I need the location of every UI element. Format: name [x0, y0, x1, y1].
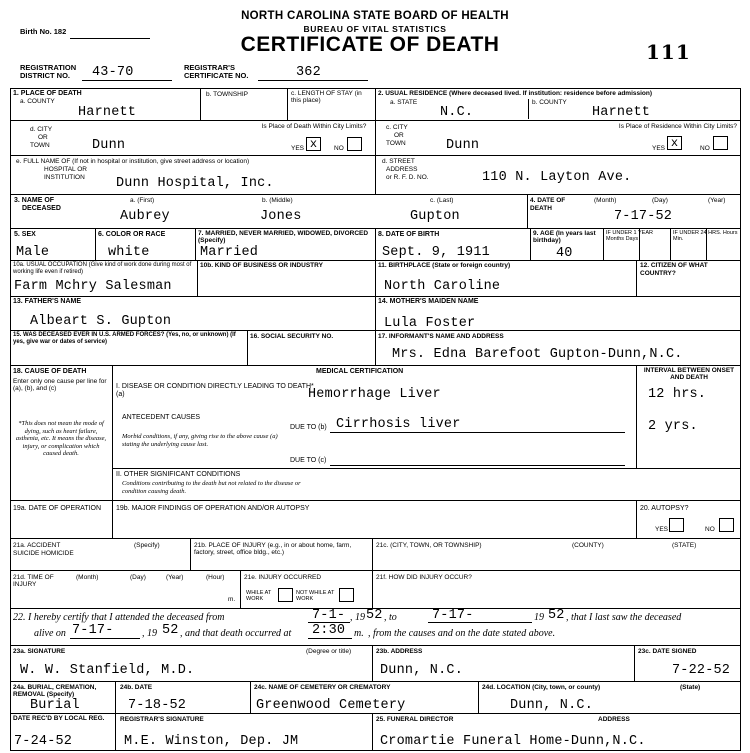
color-race: white	[108, 245, 150, 260]
registration-district-no: 43-70	[92, 65, 134, 80]
registrar-signature-label: REGISTRAR'S SIGNATURE	[120, 716, 204, 723]
cause-a-interval: 12 hrs.	[648, 387, 707, 402]
certify-alive-on: 7-17-	[72, 623, 114, 638]
funeral-address-label: ADDRESS	[598, 716, 630, 723]
certify-to-19: 19	[534, 612, 544, 623]
part2-note: Conditions contributing to the death but not related to the disease or condition causing death.	[122, 480, 301, 495]
first-name-label: a. (First)	[130, 197, 155, 204]
residence-city-label-a: c. CITY	[386, 124, 408, 131]
birth-no-underline	[70, 38, 150, 39]
autopsy-no-checkbox[interactable]	[719, 518, 734, 532]
certify-from-comma: , 19	[350, 612, 365, 623]
autopsy-yes-checkbox[interactable]	[669, 518, 684, 532]
first-name: Aubrey	[120, 209, 170, 224]
injury-m-label: m.	[228, 596, 236, 603]
agency-title: NORTH CAROLINA STATE BOARD OF HEALTH	[241, 10, 509, 22]
certify-m-label: m.	[354, 628, 364, 639]
due-to-c-label: DUE TO (c)	[290, 457, 327, 464]
occupation-label: 10a. USUAL OCCUPATION (Give kind of work done during most of working life even if retired)	[13, 262, 192, 275]
part1-label: I. DISEASE OR CONDITION DIRECTLY LEADING TO DEATH* (a)	[116, 383, 314, 398]
last-name: Gupton	[410, 209, 460, 224]
death-no-label: NO	[334, 145, 344, 152]
medical-cert-label: MEDICAL CERTIFICATION	[316, 368, 404, 375]
certify-to-date: 7-17-	[432, 608, 474, 623]
death-year-label: (Year)	[708, 197, 726, 204]
death-yes-label: YES	[291, 145, 305, 152]
injury-county-label: (COUNTY)	[572, 542, 604, 549]
operation-date-label: 19a. DATE OF OPERATION	[13, 505, 102, 512]
due-to-b-label: DUE TO (b)	[290, 424, 327, 431]
informant-label: 17. INFORMANT'S NAME AND ADDRESS	[378, 333, 504, 340]
signature-label: 23a. SIGNATURE	[13, 648, 66, 655]
under-24-hours-label: IF UNDER 24 HRS. Hours Min.	[673, 230, 738, 242]
residence-city: Dunn	[446, 138, 480, 153]
cause-footnote: *This does not mean the mode of dying, such as heart failure, asthenia, etc. It means the disease, injury, or complication which caused death.	[15, 420, 107, 457]
registrar-underline	[258, 80, 368, 81]
name-label-1: 3. NAME OF	[14, 197, 55, 204]
residence-city-label-c: TOWN	[386, 140, 406, 147]
registrar-cert-no: 362	[296, 65, 321, 80]
name-label-2: DECEASED	[22, 205, 61, 212]
injury-occurred-label: 21e. INJURY OCCURRED	[244, 574, 322, 581]
residence-label: 2. USUAL RESIDENCE (Where deceased lived. If institution: residence before admission)	[378, 90, 653, 97]
citizen-label: 12. CITIZEN OF WHAT COUNTRY?	[640, 262, 708, 277]
mother-label: 14. MOTHER'S MAIDEN NAME	[378, 298, 479, 305]
cause-c-line	[330, 465, 625, 466]
cause-b-line	[330, 432, 625, 433]
date-received-label: DATE REC'D BY LOCAL REG.	[13, 715, 105, 722]
death-month-label: (Month)	[594, 197, 617, 204]
ssn-label: 16. SOCIAL SECURITY NO.	[250, 333, 334, 340]
middle-name-label: b. (Middle)	[262, 197, 293, 204]
burial-type: Burial	[30, 698, 80, 713]
operation-findings-label: 19b. MAJOR FINDINGS OF OPERATION AND/OR AUTOPSY	[116, 505, 310, 512]
cause-instructions: Enter only one cause per line for (a), (b), and (c)	[13, 378, 107, 392]
hospital-label-2: HOSPITAL OR	[44, 166, 87, 173]
registrar-label-2: CERTIFICATE NO.	[184, 71, 249, 80]
certify-to-year: 52	[548, 608, 565, 623]
certify-time: 2:30	[312, 623, 346, 638]
father-label: 13. FATHER'S NAME	[13, 298, 82, 305]
date-of-death-label: 4. DATE OF DEATH	[530, 197, 566, 212]
residence-yes-label: YES	[652, 145, 666, 152]
physician-signature: W. W. Stanfield, M.D.	[20, 663, 195, 678]
death-no-checkbox[interactable]	[347, 137, 362, 151]
stamp-number: 111	[646, 40, 691, 64]
place-of-death-label: 1. PLACE OF DEATH	[13, 90, 82, 97]
date-of-death: 7-17-52	[614, 209, 673, 224]
certify-text-3: , and that death occurred at	[180, 628, 292, 639]
length-of-stay-label: c. LENGTH OF STAY (in this place)	[291, 90, 362, 104]
residence-no-checkbox[interactable]	[713, 136, 728, 150]
street-address: 110 N. Layton Ave.	[482, 170, 632, 185]
middle-name: Jones	[260, 209, 302, 224]
funeral-director: Cromartie Funeral Home-Dunn,N.C.	[380, 734, 646, 749]
injury-place-label: 21b. PLACE OF INJURY (e.g., in or about home, farm, factory, street, office bldg., etc.)	[194, 542, 352, 556]
marital-status: Married	[200, 245, 259, 260]
cause-a: Hemorrhage Liver	[308, 387, 441, 402]
certify-alive-comma: , 19	[142, 628, 157, 639]
cause-b: Cirrhosis liver	[336, 417, 461, 432]
death-county-label: a. COUNTY	[20, 98, 55, 105]
burial-location-label: 24d. LOCATION (City, town, or county)	[482, 684, 601, 691]
cause-b-interval: 2 yrs.	[648, 419, 698, 434]
injury-state-label: (STATE)	[672, 542, 697, 549]
sex: Male	[16, 245, 50, 260]
dob-label: 8. DATE OF BIRTH	[378, 231, 440, 238]
injury-time-label: 21d. TIME OF INJURY	[13, 574, 54, 588]
autopsy-no-label: NO	[705, 526, 715, 533]
funeral-director-label: 25. FUNERAL DIRECTOR	[376, 716, 454, 723]
autopsy-yes-label: YES	[655, 526, 669, 533]
autopsy-label: 20. AUTOPSY?	[640, 505, 689, 512]
street-label-2: ADDRESS	[386, 166, 418, 173]
marital-label: 7. MARRIED, NEVER MARRIED, WIDOWED, DIVORCED (Specify)	[198, 230, 369, 244]
street-label-3: or R. F. D. NO.	[386, 174, 429, 181]
burial-state-label: (State)	[680, 684, 701, 691]
certify-from-year: 52	[366, 608, 383, 623]
death-city-label-b: OR	[38, 134, 48, 141]
business-label: 10b. KIND OF BUSINESS OR INDUSTRY	[200, 262, 323, 269]
last-name-label: c. (Last)	[430, 197, 454, 204]
interval-label: INTERVAL BETWEEN ONSET AND DEATH	[643, 367, 735, 381]
death-city: Dunn	[92, 138, 126, 153]
birthplace: North Caroline	[384, 279, 501, 294]
death-township-label: b. TOWNSHIP	[206, 91, 249, 98]
burial-label: 24a. BURIAL, CREMATION, REMOVAL (Specify)	[13, 684, 97, 698]
date-of-birth: Sept. 9, 1911	[382, 245, 490, 260]
certify-text-4: , from the causes and on the date stated above.	[368, 628, 556, 639]
occupation: Farm Mchry Salesman	[14, 279, 172, 294]
hospital-name: Dunn Hospital, Inc.	[116, 176, 274, 191]
district-underline	[82, 80, 172, 81]
death-yes-mark: x	[309, 137, 318, 151]
injury-year-label: (Year)	[166, 574, 184, 581]
street-label-1: d. STREET	[382, 158, 415, 165]
antecedent-label: ANTECEDENT CAUSES	[122, 414, 201, 421]
residence-state-label: a. STATE	[390, 99, 418, 106]
residence-state: N.C.	[440, 105, 474, 120]
residence-within-limits-label: Is Place of Residence Within City Limits?	[618, 123, 738, 130]
degree-label: (Degree or title)	[306, 648, 352, 655]
certify-from-date: 7-1-	[312, 608, 346, 623]
residence-county: Harnett	[592, 105, 651, 120]
while-at-work-checkbox[interactable]	[278, 588, 293, 602]
age: 40	[556, 246, 573, 261]
cemetery-name: Greenwood Cemetery	[256, 698, 406, 713]
sex-label: 5. SEX	[14, 231, 36, 238]
certify-alive-label: alive on	[34, 628, 66, 639]
armed-forces-label: 15. WAS DECEASED EVER IN U.S. ARMED FORCES? (Yes, no, or unknown) (If yes, give war or dates of service)	[13, 332, 236, 345]
accident-label: 21a. ACCIDENT SUICIDE HOMICIDE	[13, 542, 74, 557]
injury-how-label: 21f. HOW DID INJURY OCCUR?	[376, 574, 472, 581]
accident-specify-label: (Specify)	[134, 542, 160, 549]
burial-date: 7-18-52	[128, 698, 187, 713]
certify-alive-year: 52	[162, 623, 179, 638]
injury-hour-label: (Hour)	[206, 574, 225, 581]
residence-yes-mark: x	[670, 136, 679, 150]
certify-text-1: 22. I hereby certify that I attended the deceased from	[13, 612, 225, 623]
death-city-label-c: TOWN	[30, 142, 50, 149]
physician-address: Dunn, N.C.	[380, 663, 464, 678]
part2-label: II. OTHER SIGNIFICANT CONDITIONS	[116, 471, 241, 478]
morbid-note: Morbid conditions, if any, giving rise to the above cause (a) stating the underlying cause last.	[122, 433, 278, 448]
hospital-label-1: e. FULL NAME OF (If not in hospital or institution, give street address or location)	[16, 158, 250, 165]
cause-label: 18. CAUSE OF DEATH	[13, 368, 87, 375]
registration-label-2: DISTRICT NO.	[20, 71, 70, 80]
registration-label-1: REGISTRATION	[20, 63, 77, 72]
registrar-label-1: REGISTRAR'S	[184, 63, 235, 72]
date-signed: 7-22-52	[672, 663, 731, 678]
death-county: Harnett	[78, 105, 137, 120]
birthplace-label: 11. BIRTHPLACE (State or foreign country)	[378, 262, 511, 269]
date-received: 7-24-52	[14, 734, 73, 749]
death-city-label-a: d. CITY	[30, 126, 53, 133]
injury-day-label: (Day)	[130, 574, 146, 581]
registrar-signature: M.E. Winston, Dep. JM	[124, 734, 299, 749]
cemetery-label: 24c. NAME OF CEMETERY OR CREMATORY	[254, 684, 391, 691]
age-label: 9. AGE (In years last birthday)	[533, 230, 596, 244]
death-day-label: (Day)	[652, 197, 668, 204]
not-while-at-work-checkbox[interactable]	[339, 588, 354, 602]
certify-text-2: , that I last saw the deceased	[566, 612, 682, 623]
informant: Mrs. Edna Barefoot Gupton-Dunn,N.C.	[392, 347, 683, 362]
birth-no-label: Birth No. 182	[20, 27, 67, 36]
hospital-label-3: INSTITUTION	[44, 174, 85, 181]
bureau-title: BUREAU OF VITAL STATISTICS	[303, 24, 447, 34]
burial-location: Dunn, N.C.	[510, 698, 594, 713]
residence-no-label: NO	[700, 145, 710, 152]
not-while-at-work-label: NOT WHILE AT WORK	[296, 590, 335, 602]
under-1-year-label: IF UNDER 1 YEAR Months Days	[606, 230, 653, 242]
physician-address-label: 23b. ADDRESS	[376, 648, 423, 655]
page-title: CERTIFICATE OF DEATH	[240, 33, 500, 56]
injury-city-label: 21c. (CITY, TOWN, OR TOWNSHIP)	[376, 542, 482, 549]
color-label: 6. COLOR OR RACE	[98, 231, 166, 238]
burial-date-label: 24b. DATE	[120, 684, 153, 691]
certify-to-label: , to	[384, 612, 397, 623]
residence-county-label: b. COUNTY	[532, 99, 567, 106]
date-signed-label: 23c. DATE SIGNED	[638, 648, 697, 655]
while-at-work-label: WHILE AT WORK	[246, 590, 272, 602]
injury-month-label: (Month)	[76, 574, 99, 581]
mother-maiden-name: Lula Foster	[384, 316, 476, 331]
father-name: Albeart S. Gupton	[30, 314, 172, 329]
death-within-limits-label: Is Place of Death Within City Limits?	[261, 123, 367, 130]
residence-city-label-b: OR	[394, 132, 404, 139]
